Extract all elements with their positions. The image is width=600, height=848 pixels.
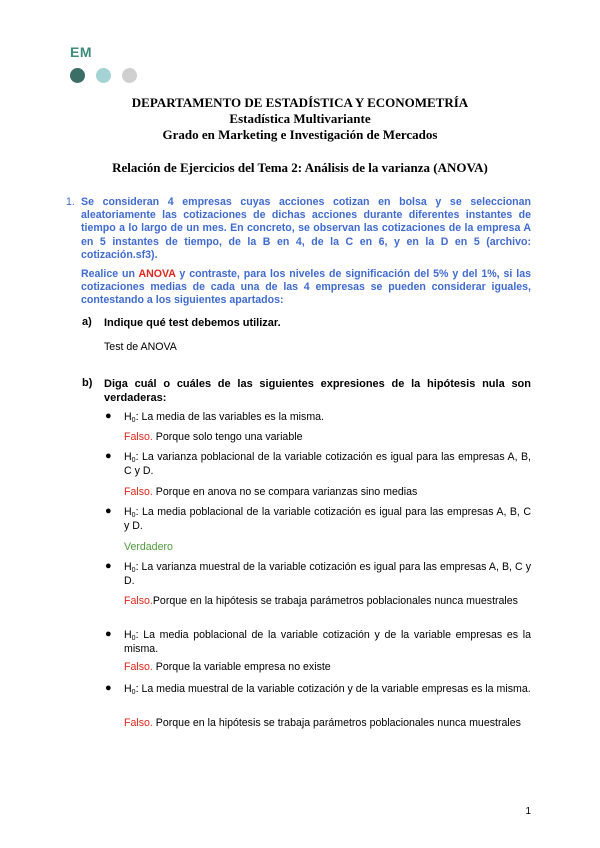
hypothesis-text: : La varianza poblacional de la variable cotización es igual para las empresas A, B, C y D. (124, 451, 531, 477)
page-number: 1 (525, 806, 531, 817)
answer-line (124, 660, 531, 674)
verdict: Falso. (124, 486, 153, 498)
h-symbol: H (124, 629, 132, 641)
question-b-text: Diga cuál o cuáles de las siguientes expresiones de la hipótesis nula son verdaderas: (104, 378, 531, 404)
logo-dot-2 (96, 68, 111, 83)
question-a-answer: Test de ANOVA (104, 341, 177, 353)
reason: Porque en anova no se compara varianzas sino medias (152, 486, 418, 498)
question-a-text: Indique qué test debemos utilizar. (104, 317, 281, 329)
h-subscript: 0 (131, 512, 136, 519)
answer-line (124, 594, 531, 608)
answer-line (124, 430, 531, 444)
exercise-number: 1. (66, 196, 75, 208)
verdict: Falso. (124, 661, 153, 673)
hypothesis-item (124, 560, 531, 588)
bullet-icon: ● (105, 560, 112, 572)
hypothesis-text: : La media poblacional de la variable cotización y de la variable empresas es la misma. (124, 629, 531, 655)
task-anova-highlight: ANOVA (138, 268, 176, 280)
h-subscript: 0 (131, 417, 136, 424)
hypothesis-item (124, 682, 531, 696)
h-symbol: H (124, 683, 132, 695)
h-subscript: 0 (131, 689, 136, 696)
bullet-icon: ● (105, 450, 112, 462)
answer-line (124, 540, 531, 554)
hypothesis-item (124, 410, 531, 424)
answer-line (124, 485, 531, 499)
reason: Porque solo tengo una variable (152, 431, 303, 443)
h-subscript: 0 (131, 457, 136, 464)
bullet-icon: ● (105, 682, 112, 694)
h-symbol: H (124, 506, 132, 518)
task-text-post: y contraste, para los niveles de significación del 5% y del 1%, si las cotizaciones medias de cada una de las 4 empresas se pueden considerar iguales, contestando a los siguientes apartados: (81, 268, 531, 307)
course-title: Estadística Multivariante (229, 111, 371, 126)
exercise-task (81, 268, 531, 308)
bullet-icon: ● (105, 628, 112, 640)
verdict: Falso. (124, 431, 153, 443)
hypothesis-text: : La media de las variables es la misma. (135, 411, 324, 423)
task-text-pre: Realice un (81, 268, 139, 280)
hypothesis-item (124, 505, 531, 533)
h-symbol: H (124, 411, 132, 423)
verdict: Verdadero (124, 541, 173, 553)
reason: Porque en la hipótesis se trabaja parámetros poblacionales nunca muestrales (152, 717, 521, 729)
hypothesis-text: : La varianza muestral de la variable cotización es igual para las empresas A, B, C y D. (124, 561, 531, 587)
bullet-icon: ● (105, 505, 112, 517)
verdict: Falso. (124, 595, 153, 607)
logo-dot-1 (70, 68, 85, 83)
logo-dot-3 (122, 68, 137, 83)
h-symbol: H (124, 451, 132, 463)
answer-line (124, 716, 531, 730)
reason: Porque la variable empresa no existe (152, 661, 331, 673)
question-b-label: b) (82, 377, 93, 389)
department-title: DEPARTAMENTO DE ESTADÍSTICA Y ECONOMETRÍA (131, 95, 469, 110)
hypothesis-item (124, 628, 531, 656)
document-subtitle: Relación de Ejercicios del Tema 2: Análisis de la varianza (ANOVA) (112, 160, 488, 175)
h-symbol: H (124, 561, 132, 573)
exercise-statement: Se consideran 4 empresas cuyas acciones cotizan en bolsa y se seleccionan aleatoriamente las cotizaciones de dichas acciones durante diferentes instantes de tiempo a lo largo de un mes. En concreto, se observan las cotizaciones de la empresa A en 5 instantes de tiempo, de la B en 4, de la C en 6, y en la D en 5 (archivo: cotización.sf3). (81, 196, 531, 261)
verdict: Falso. (124, 717, 153, 729)
h-subscript: 0 (131, 635, 136, 642)
hypothesis-text: : La media muestral de la variable cotización y de la variable empresas es la misma. (135, 683, 531, 695)
question-a-label: a) (82, 316, 92, 328)
reason: Porque en la hipótesis se trabaja parámetros poblacionales nunca muestrales (152, 595, 518, 607)
hypothesis-text: : La media poblacional de la variable cotización es igual para las empresas A, B, C y D. (124, 506, 531, 532)
logo-text: EM (70, 44, 92, 60)
degree-title: Grado en Marketing e Investigación de Mercados (162, 127, 438, 142)
bullet-icon: ● (105, 410, 112, 422)
h-subscript: 0 (131, 567, 136, 574)
hypothesis-item (124, 450, 531, 478)
